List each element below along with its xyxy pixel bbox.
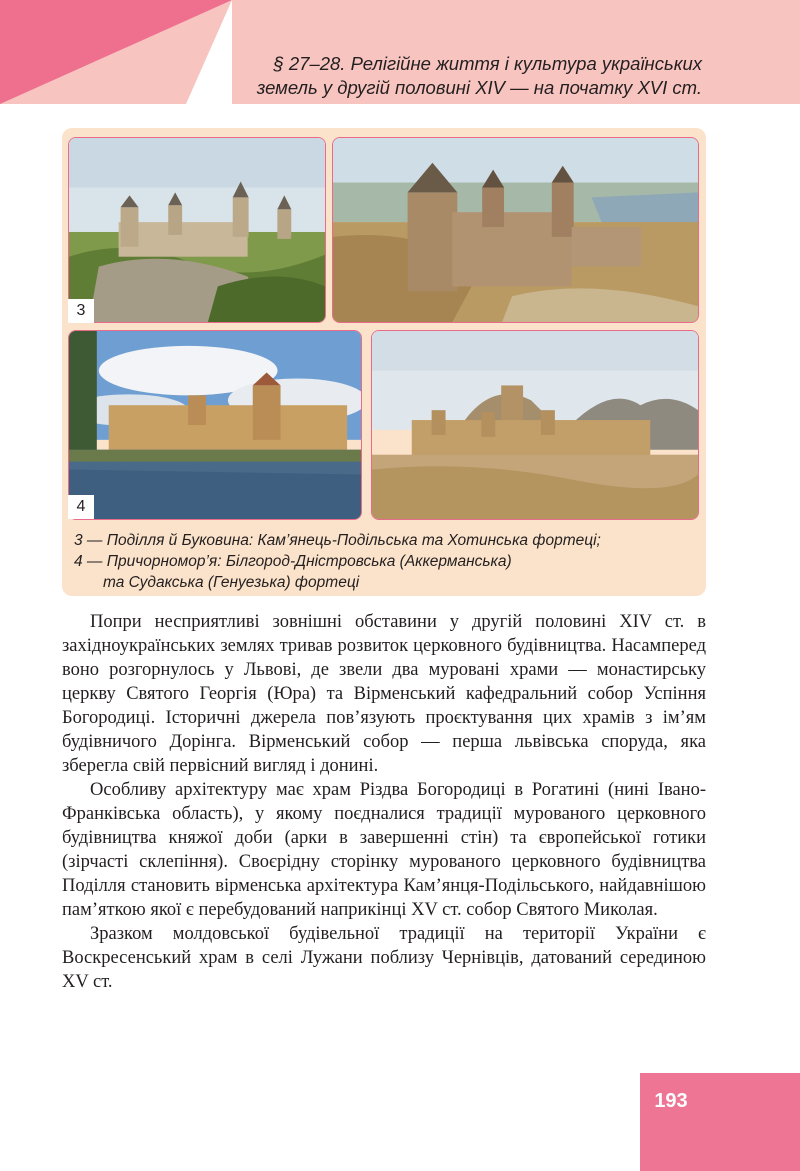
section-title-line-2: земель у другій половині XIV — на початку XVI ст. — [256, 77, 702, 98]
caption-line-1: 3 — Поділля й Буковина: Кам’янець-Подільська та Хотинська фортеці; — [74, 532, 601, 549]
caption-line-2: 4 — Причорномор’я: Білгород-Дністровська (Аккерманська) — [74, 553, 512, 570]
section-title-line-1: § 27–28. Релігійне життя і культура українських — [273, 53, 702, 74]
figure-label-3: 3 — [68, 299, 94, 323]
photo-kamianets-fortress — [68, 137, 326, 323]
figure-label-4: 4 — [68, 495, 94, 519]
photo-bilhorod-fortress — [68, 330, 362, 520]
paragraph-1: Попри несприятливі зовнішні обставини у другій половині XIV ст. в західноукраїнських землях тривав розвиток церковного будівництва. Насамперед воно розгорнулось у Львові, де звели два муровані храми — монастирську церкву Святого Георгія (Юра) та Вірменський кафедральний собор Успіння Богородиці. Історичні джерела пов’язують проєктування цих храмів з ім’ям будівничого Дорінга. Вірменський собор — перша львівська споруда, яка зберегла свій первісний вигляд і донині. — [62, 612, 706, 776]
page-number-tab — [640, 1073, 800, 1171]
paragraph-2: Особливу архітектуру має храм Різдва Богородиці в Рогатині (нині Івано-Франківська область), у якому поєдналися традиції мурованого церковного будівництва княжої доби (арки в завершенні стін) та європейської готики (зірчасті склепіння). Своєрідну сторінку мурованого церковного будівництва Поділля становить вірменська архітектура Кам’янця-Подільського, найдавнішою пам’яткою якої є перебудований наприкінці XV ст. собор Святого Миколая. — [62, 780, 706, 920]
figure-caption — [74, 530, 694, 593]
paragraph-3: Зразком молдовської будівельної традиції на території України є Воскресенський храм в селі Лужани поблизу Чернівців, датований серединою XV ст. — [62, 924, 706, 992]
photo-sudak-fortress — [371, 330, 699, 520]
caption-line-3: та Судакська (Генуезька) фортеці — [103, 574, 360, 591]
photo-khotyn-fortress — [332, 137, 699, 323]
section-title — [232, 52, 702, 100]
header-divider-stripe — [186, 0, 232, 104]
body-text — [62, 610, 706, 994]
page-number: 193 — [654, 1090, 688, 1112]
